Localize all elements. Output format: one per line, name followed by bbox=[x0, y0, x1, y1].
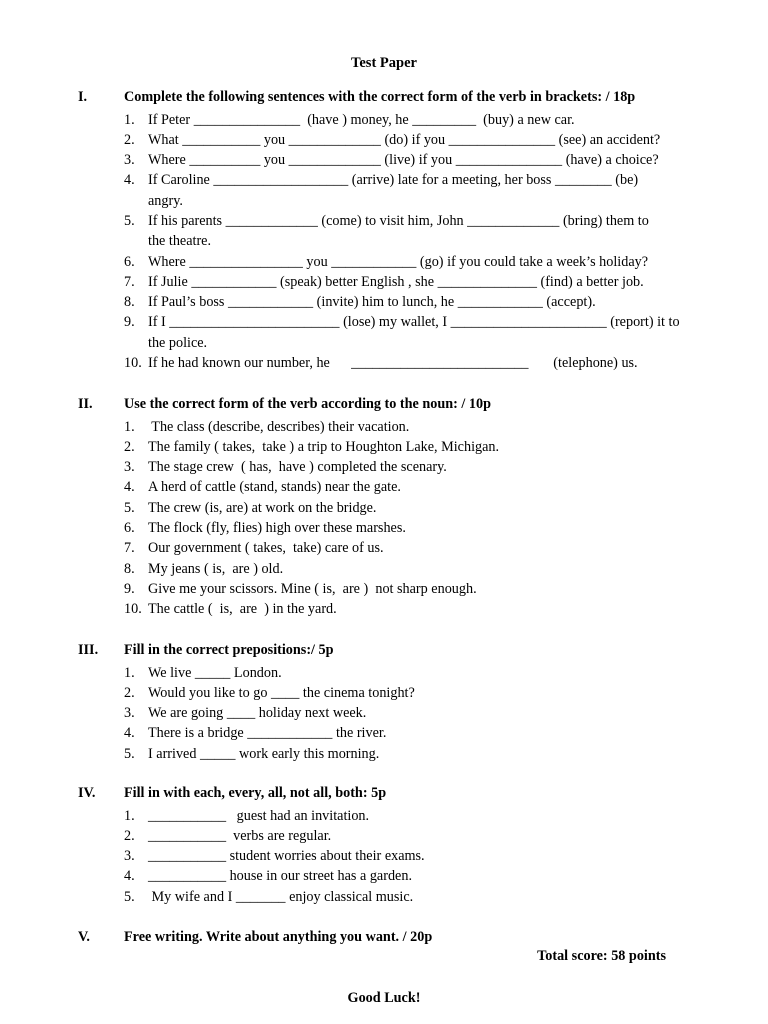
question-number: 1. bbox=[124, 111, 135, 128]
question-number: 9. bbox=[124, 580, 135, 597]
total-score: Total score: 58 points bbox=[537, 948, 666, 964]
question-text: If his parents _____________ (come) to visit him, John _____________ (bring) them to bbox=[148, 212, 649, 229]
question-item bbox=[124, 579, 714, 599]
question-item bbox=[124, 826, 714, 846]
question-text: If Julie ____________ (speak) better English , she ______________ (find) a better job. bbox=[148, 273, 644, 290]
question-number: 2. bbox=[124, 438, 135, 455]
question-text: Where ________________ you ____________ (go) if you could take a week’s holiday? bbox=[148, 253, 649, 270]
section-number: V. bbox=[78, 929, 90, 945]
question-item bbox=[124, 110, 714, 130]
question-number: 5. bbox=[124, 888, 135, 905]
question-text: The crew (is, are) at work on the bridge. bbox=[148, 499, 377, 516]
question-item bbox=[124, 683, 714, 703]
section-heading: Fill in the correct prepositions:/ 5p bbox=[124, 642, 334, 658]
question-item bbox=[124, 518, 714, 538]
question-item bbox=[124, 744, 714, 764]
question-text: ___________ student worries about their exams. bbox=[148, 848, 425, 865]
question-number: 4. bbox=[124, 479, 135, 496]
question-item bbox=[124, 806, 714, 826]
question-text: Give me your scissors. Mine ( is, are ) not sharp enough. bbox=[148, 580, 477, 597]
question-number: 5. bbox=[124, 745, 135, 762]
question-continuation: angry. bbox=[148, 192, 183, 209]
question-number: 3. bbox=[124, 705, 135, 722]
question-text: The cattle ( is, are ) in the yard. bbox=[148, 601, 337, 618]
question-number: 6. bbox=[124, 519, 135, 536]
question-number: 2. bbox=[124, 684, 135, 701]
question-text: If he had known our number, he _________________________ (telephone) us. bbox=[148, 355, 638, 372]
question-item bbox=[124, 887, 714, 907]
question-text: What ___________ you _____________ (do) if you _______________ (see) an accident? bbox=[148, 131, 661, 148]
question-item bbox=[124, 498, 714, 518]
question-item bbox=[124, 437, 714, 457]
question-number: 8. bbox=[124, 294, 135, 311]
question-item bbox=[124, 866, 714, 886]
question-list bbox=[124, 806, 714, 907]
question-text: We are going ____ holiday next week. bbox=[148, 705, 367, 722]
good-luck-footer: Good Luck! bbox=[347, 990, 421, 1006]
question-number: 3. bbox=[124, 152, 135, 169]
question-text: The family ( takes, take ) a trip to Houghton Lake, Michigan. bbox=[148, 438, 500, 455]
question-number: 4. bbox=[124, 868, 135, 885]
section-heading: Use the correct form of the verb according to the noun: / 10p bbox=[124, 396, 491, 412]
question-list bbox=[124, 417, 714, 620]
question-item bbox=[124, 538, 714, 558]
page-title: Test Paper bbox=[351, 55, 417, 71]
section-heading: Complete the following sentences with the correct form of the verb in brackets: / 18p bbox=[124, 89, 636, 105]
question-number: 8. bbox=[124, 560, 135, 577]
question-text: If Paul’s boss ____________ (invite) him to lunch, he ____________ (accept). bbox=[148, 294, 596, 311]
question-number: 6. bbox=[124, 253, 135, 270]
question-item bbox=[124, 353, 714, 373]
question-item bbox=[124, 599, 714, 619]
question-text: ___________ guest had an invitation. bbox=[148, 807, 370, 824]
question-item bbox=[124, 477, 714, 497]
question-number: 3. bbox=[124, 459, 135, 476]
question-text: A herd of cattle (stand, stands) near the gate. bbox=[148, 479, 401, 496]
question-item bbox=[124, 846, 714, 866]
question-continuation: the theatre. bbox=[148, 233, 212, 250]
question-text: My wife and I _______ enjoy classical music. bbox=[148, 888, 414, 905]
question-number: 7. bbox=[124, 540, 135, 557]
question-item bbox=[124, 417, 714, 437]
question-continuation: the police. bbox=[148, 334, 208, 351]
section-number: II. bbox=[78, 396, 93, 412]
question-list bbox=[124, 110, 714, 374]
section-number: IV. bbox=[78, 785, 96, 801]
question-item bbox=[124, 272, 714, 292]
question-number: 10. bbox=[124, 601, 142, 618]
question-item bbox=[124, 663, 714, 683]
question-number: 7. bbox=[124, 273, 135, 290]
question-text: Our government ( takes, take) care of us. bbox=[148, 540, 384, 557]
question-text: The flock (fly, flies) high over these marshes. bbox=[148, 519, 406, 536]
question-text: If Caroline ___________________ (arrive) late for a meeting, her boss ________ (be) bbox=[148, 172, 639, 189]
question-item bbox=[124, 211, 714, 252]
question-item bbox=[124, 170, 714, 211]
section-number: III. bbox=[78, 642, 99, 658]
question-text: ___________ verbs are regular. bbox=[148, 827, 332, 844]
question-item bbox=[124, 150, 714, 170]
question-number: 3. bbox=[124, 848, 135, 865]
question-text: The class (describe, describes) their vacation. bbox=[148, 418, 410, 435]
question-number: 1. bbox=[124, 664, 135, 681]
question-text: Would you like to go ____ the cinema tonight? bbox=[148, 684, 415, 701]
section-heading: Fill in with each, every, all, not all, both: 5p bbox=[124, 785, 387, 801]
question-item bbox=[124, 703, 714, 723]
question-text: ___________ house in our street has a garden. bbox=[148, 868, 412, 885]
question-text: We live _____ London. bbox=[148, 664, 282, 681]
question-text: I arrived _____ work early this morning. bbox=[148, 745, 380, 762]
section-number: I. bbox=[78, 89, 88, 105]
section-heading: Free writing. Write about anything you want. / 20p bbox=[124, 929, 433, 945]
question-text: The stage crew ( has, have ) completed the scenary. bbox=[148, 459, 447, 476]
question-number: 5. bbox=[124, 212, 135, 229]
question-number: 5. bbox=[124, 499, 135, 516]
question-number: 2. bbox=[124, 131, 135, 148]
question-item bbox=[124, 292, 714, 312]
question-item bbox=[124, 312, 714, 353]
question-number: 2. bbox=[124, 827, 135, 844]
question-number: 4. bbox=[124, 172, 135, 189]
question-text: Where __________ you _____________ (live) if you _______________ (have) a choice? bbox=[148, 152, 659, 169]
question-number: 1. bbox=[124, 807, 135, 824]
question-list bbox=[124, 663, 714, 764]
question-item bbox=[124, 559, 714, 579]
question-text: My jeans ( is, are ) old. bbox=[148, 560, 284, 577]
question-text: There is a bridge ____________ the river. bbox=[148, 725, 387, 742]
question-item bbox=[124, 130, 714, 150]
question-number: 10. bbox=[124, 355, 142, 372]
question-item bbox=[124, 252, 714, 272]
question-item bbox=[124, 723, 714, 743]
question-number: 4. bbox=[124, 725, 135, 742]
question-text: If Peter _______________ (have ) money, he _________ (buy) a new car. bbox=[148, 111, 575, 128]
question-number: 9. bbox=[124, 314, 135, 331]
question-text: If I ________________________ (lose) my wallet, I ______________________ (report) it to bbox=[148, 314, 680, 331]
question-number: 1. bbox=[124, 418, 135, 435]
question-item bbox=[124, 457, 714, 477]
